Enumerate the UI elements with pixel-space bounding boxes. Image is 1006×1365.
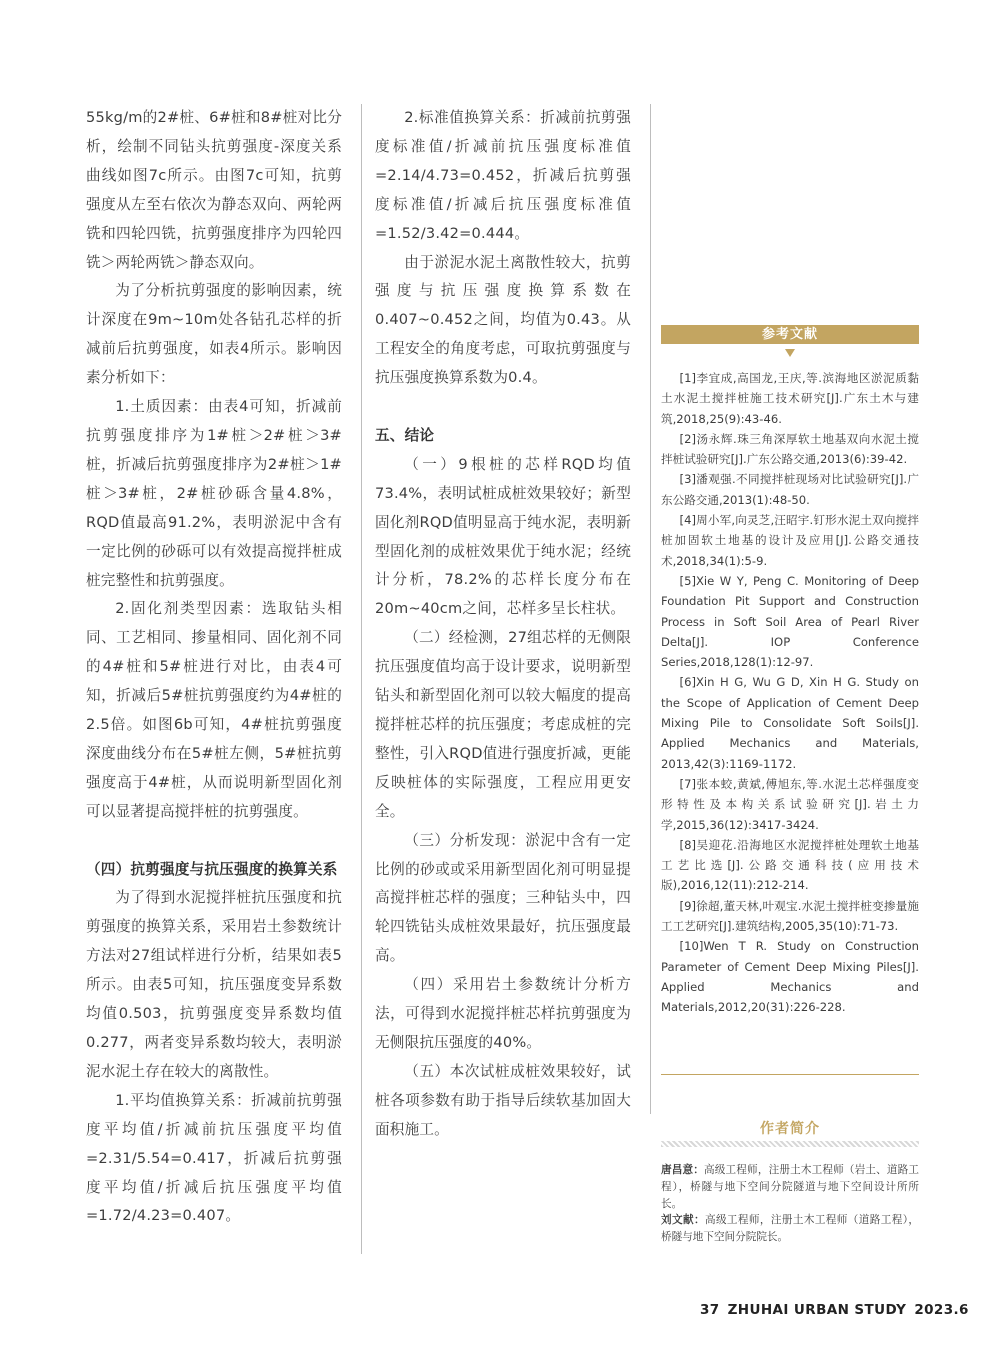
author-name: 刘文献：: [661, 1214, 705, 1227]
column-divider-left: [361, 104, 362, 1254]
references-divider: [661, 1074, 919, 1075]
paragraph: 由于淤泥水泥土离散性较大，抗剪强度与抗压强度换算系数在0.407~0.452之间，均值为0.43。从工程安全的角度考虑，可取抗剪强度与抗压强度换算系数为0.4。: [375, 253, 631, 387]
reference-item: [1]李宜成,高国龙,王庆,等.滨海地区淤泥质黏土水泥土搅拌桩施工技术研究[J].广东土木与建筑,2018,25(9):43-46.: [661, 371, 919, 426]
author-description: 高级工程师，注册土木工程师（道路工程），桥隧与地下空间分院院长。: [661, 1214, 919, 1244]
reference-item: [4]周小军,向灵芝,汪昭宇.钉形水泥土双向搅拌桩加固软土地基的设计及应用[J].公路交通技术,2018,34(1):5-9.: [661, 513, 919, 568]
reference-item: [6]Xin H G, Wu G D, Xin H G. Study on the Scope of Application of Cement Deep Mixing Pile to Consolidate Soft Soils[J]. Applied Mechanics and Materials, 2013,42(3):1169-1172.: [661, 675, 919, 771]
paragraph: （三）分析发现：淤泥中含有一定比例的砂或或采用新型固化剂可明显提高搅拌桩芯样的强度；三种钻头中，四轮四铣钻头成桩效果最好，抗压强度最高。: [375, 831, 631, 965]
paragraph: （五）本次试桩成桩效果较好，试桩各项参数有助于指导后续软基加固大面积施工。: [375, 1062, 631, 1138]
paragraph: 为了分析抗剪强度的影响因素，统计深度在9m~10m处各钻孔芯样的折减前后抗剪强度，如表4所示。影响因素分析如下：: [86, 282, 342, 387]
page-footer: [700, 1302, 977, 1318]
reference-item: [2]汤永辉.珠三角深厚软土地基双向水泥土搅拌桩试验研究[J].广东公路交通,2013(6):39-42.: [661, 431, 919, 467]
author-description: 高级工程师，注册土木工程师（岩土、道路工程），桥隧与地下空间分院隧道与地下空间设计所所长。: [661, 1164, 920, 1210]
paragraph: 2.标准值换算关系：折减前抗剪强度标准值/折减前抗压强度标准值=2.14/4.73=0.452，折减后抗剪强度标准值/折减后抗压强度标准值=1.52/3.42=0.444。: [375, 109, 631, 242]
author-entry: [661, 1212, 919, 1246]
author-name: 唐昌意：: [661, 1164, 705, 1176]
reference-item: [3]潘观强.不同搅拌桩现场对比试验研究[J].广东公路交通,2013(1):48-50.: [661, 472, 919, 507]
issue-number: 2023.6: [914, 1302, 969, 1318]
down-triangle-icon: [785, 349, 795, 357]
section-heading: 五、结论: [375, 426, 435, 444]
reference-item: [7]张本蛟,黄斌,傅旭东,等.水泥土芯样强度变形特性及本构关系试验研究[J].岩土力学,2015,36(12):3417-3424.: [661, 776, 919, 832]
paragraph: 55kg/m的2#桩、6#桩和8#桩对比分析，绘制不同钻头抗剪强度-深度关系曲线如图7c所示。由图7c可知，抗剪强度从左至右依次为静态双向、两轮两铣和四轮四铣，抗剪强度排序为四轮四铣＞两轮两铣＞静态双向。: [86, 109, 342, 271]
reference-item: [10]Wen T R. Study on Construction Parameter of Cement Deep Mixing Piles[J]. Applied Mechanics and Materials,2012,20(31):226-228.: [661, 939, 919, 1015]
paragraph: 为了得到水泥搅拌桩抗压强度和抗剪强度的换算关系，采用岩土参数统计方法对27组试样进行分析，结果如表5所示。由表5可知，抗压强度变异系数均值0.503，抗剪强度变异系数均值0.277，两者变异系数均较大，表明淤泥水泥土存在较大的离散性。: [86, 889, 342, 1080]
author-entry: [661, 1162, 919, 1212]
body-column-2: [375, 104, 631, 1145]
column-divider-right: [650, 104, 651, 1114]
authors-list: [661, 1162, 919, 1246]
paragraph: 2.固化剂类型因素：选取钻头相同、工艺相同、掺量相同、固化剂不同的4#桩和5#桩进行对比，由表4可知，折减后5#桩抗剪强度约为4#桩的2.5倍。如图6b可知，4#桩抗剪强度深度曲线分布在5#桩左侧，5#桩抗剪强度高于4#桩，从而说明新型固化剂可以显著提高搅拌桩的抗剪强度。: [86, 600, 342, 820]
page-number: 37: [700, 1302, 720, 1318]
journal-name: ZHUHAI URBAN STUDY: [727, 1302, 907, 1318]
paragraph: 1.土质因素：由表4可知，折减前抗剪强度排序为1#桩＞2#桩＞3#桩，折减后抗剪强度排序为2#桩＞1#桩＞3#桩，2#桩砂砾含量4.8%，RQD值最高91.2%，表明淤泥中含有一定比例的砂砾可以有效提高搅拌桩成桩完整性和抗剪强度。: [86, 398, 342, 589]
authors-title: 作者简介: [760, 1121, 820, 1137]
spacer: [86, 827, 342, 856]
paragraph: （一）9根桩的芯样RQD均值73.4%，表明试桩成桩效果较好；新型固化剂RQD值明显高于纯水泥，表明新型固化剂的成桩效果优于纯水泥；经统计分析，78.2%的芯样长度分布在20m~40cm之间，芯样多呈长柱状。: [375, 455, 631, 618]
paragraph: （四）采用岩土参数统计分析方法，可得到水泥搅拌桩芯样抗剪强度为无侧限抗压强度的40%。: [375, 976, 631, 1051]
spacer: [375, 393, 631, 422]
reference-item: [9]徐超,董天林,叶观宝.水泥土搅拌桩变掺量施工工艺研究[J].建筑结构,2005,35(10):71-73.: [661, 898, 919, 934]
section-heading: （四）抗剪强度与抗压强度的换算关系: [86, 860, 338, 878]
paragraph: 1.平均值换算关系：折减前抗剪强度平均值/折减前抗压强度平均值=2.31/5.54=0.417，折减后抗剪强度平均值/折减后抗压强度平均值=1.72/4.23=0.407。: [86, 1091, 342, 1225]
paragraph: （二）经检测，27组芯样的无侧限抗压强度值均高于设计要求，说明新型钻头和新型固化剂可以较大幅度的提高搅拌桩芯样的抗压强度；考虑成桩的完整性，引入RQD值进行强度折减，更能反映桩体的实际强度，工程应用更安全。: [375, 629, 631, 820]
reference-item: [8]吴迎花.沿海地区水泥搅拌桩处理软土地基工艺比选[J].公路交通科技(应用技术版),2016,12(11):212-214.: [661, 837, 919, 893]
body-column-1: [86, 104, 342, 1231]
reference-item: [5]Xie W Y, Peng C. Monitoring of Deep Foundation Pit Support and Construction Process in Soft Soil Area of Pearl River Delta[J]. IOP Conference Series,2018,128(1):12-97.: [661, 573, 919, 670]
references-title: 参考文献: [661, 325, 919, 344]
references-list: [661, 368, 919, 1018]
decorative-stripes: [661, 1141, 919, 1147]
